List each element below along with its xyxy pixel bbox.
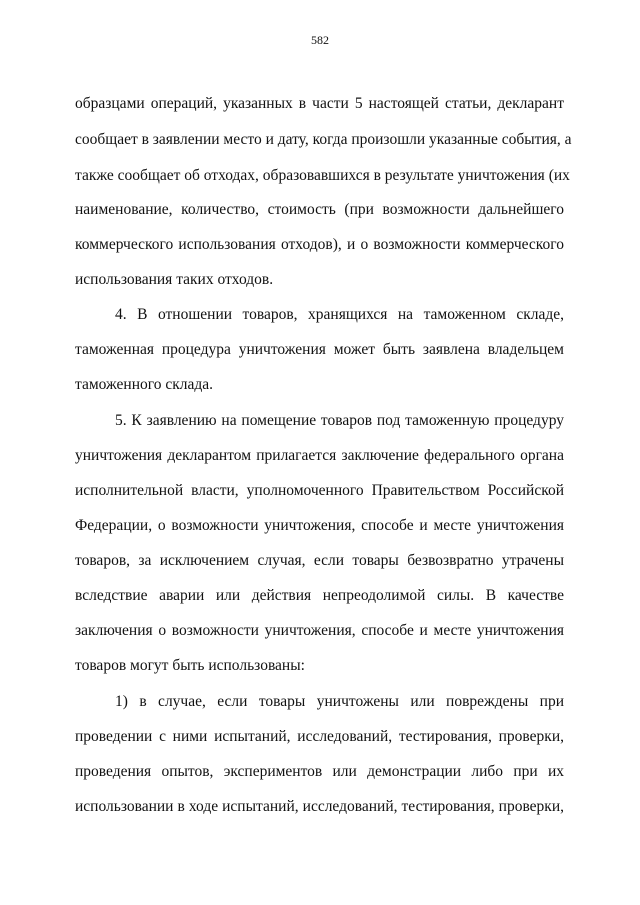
text-line: товаров, за исключением случая, если товары безвозвратно утрачены bbox=[75, 552, 564, 569]
text-line: таможенная процедура уничтожения может быть заявлена владельцем bbox=[75, 341, 564, 358]
text-line: также сообщает об отходах, образовавшихся в результате уничтожения (их bbox=[75, 167, 570, 184]
text-line: заключения о возможности уничтожения, способе и месте уничтожения bbox=[75, 622, 564, 639]
text-line: проведения опытов, экспериментов или демонстрации либо при их bbox=[75, 763, 564, 780]
text-line: наименование, количество, стоимость (при возможности дальнейшего bbox=[75, 201, 564, 218]
text-line: исполнительной власти, уполномоченного Правительством Российской bbox=[75, 482, 564, 499]
text-line: 4. В отношении товаров, хранящихся на таможенном складе, bbox=[115, 306, 564, 323]
text-line: сообщает в заявлении место и дату, когда произошли указанные события, а bbox=[75, 131, 572, 148]
text-line: уничтожения декларантом прилагается заключение федерального органа bbox=[75, 447, 564, 464]
text-line: 1) в случае, если товары уничтожены или повреждены при bbox=[115, 693, 564, 710]
text-line: Федерации, о возможности уничтожения, способе и месте уничтожения bbox=[75, 517, 564, 534]
text-line: коммерческого использования отходов), и о возможности коммерческого bbox=[75, 236, 564, 253]
text-line: образцами операций, указанных в части 5 настоящей статьи, декларант bbox=[75, 95, 564, 112]
text-line: 5. К заявлению на помещение товаров под таможенную процедуру bbox=[115, 412, 564, 429]
text-line: вследствие аварии или действия непреодолимой силы. В качестве bbox=[75, 587, 564, 604]
text-line: проведении с ними испытаний, исследований, тестирования, проверки, bbox=[75, 728, 564, 745]
text-line: использовании в ходе испытаний, исследований, тестирования, проверки, bbox=[75, 798, 564, 815]
text-line: таможенного склада. bbox=[75, 376, 214, 393]
text-line: использования таких отходов. bbox=[75, 271, 274, 288]
text-line: товаров могут быть использованы: bbox=[75, 657, 305, 674]
page-number: 582 bbox=[311, 33, 329, 47]
